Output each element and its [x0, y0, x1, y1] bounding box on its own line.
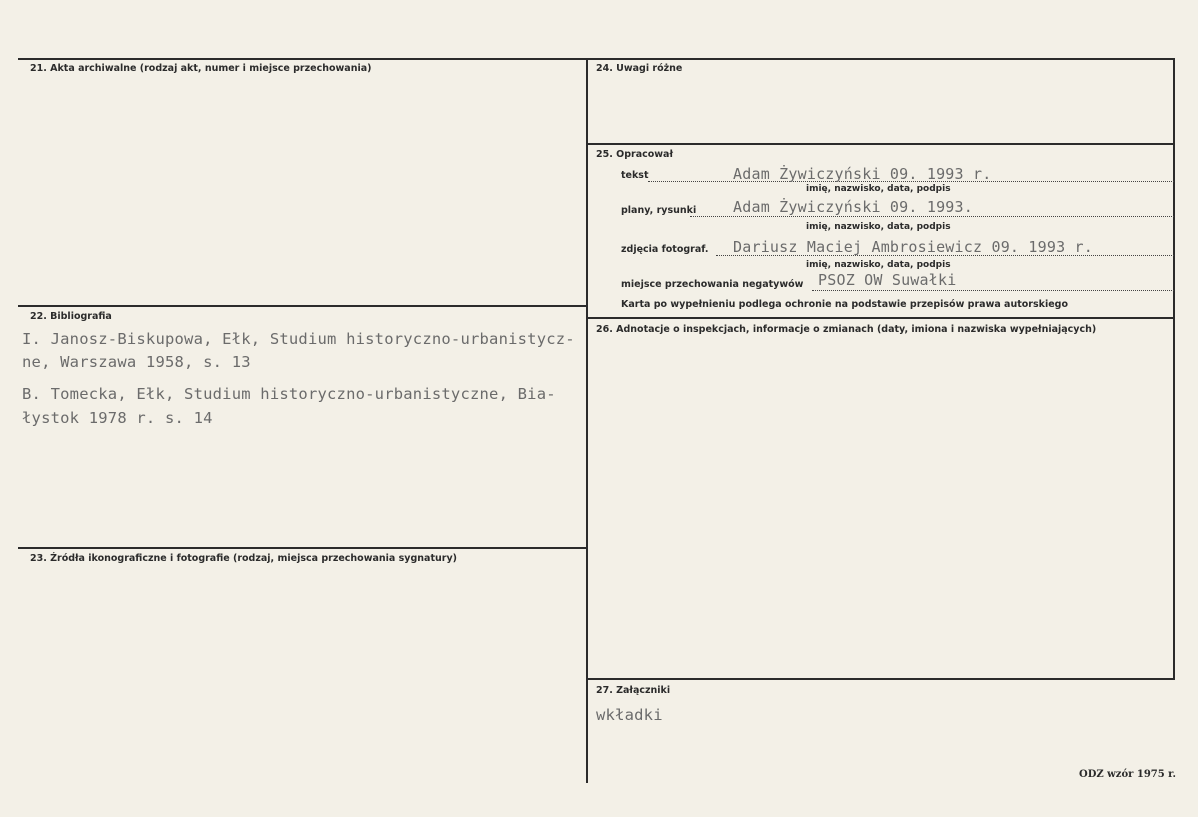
field-25-title: 25. Opracował [596, 149, 673, 160]
right-divider-27 [588, 678, 1174, 680]
field-26-title: 26. Adnotacje o inspekcjach, informacje o zmianach (daty, imiona i nazwiska wypełniających) [596, 324, 1097, 335]
form-version-footer: ODZ wzór 1975 r. [1079, 769, 1177, 780]
field-22-title: 22. Bibliografia [30, 311, 112, 322]
bibliography-line-4: łystok 1978 r. s. 14 [22, 409, 213, 427]
attachments-value: wkładki [596, 706, 663, 724]
top-border [18, 58, 1174, 60]
plany-value: Adam Żywiczyński 09. 1993. [733, 198, 973, 216]
center-divider [586, 58, 588, 783]
copyright-notice: Karta po wypełnieniu podlega ochronie na podstawie przepisów prawa autorskiego [621, 299, 1068, 310]
field-27-title: 27. Załączniki [596, 685, 671, 696]
right-border [1173, 58, 1175, 680]
left-divider-23 [18, 547, 586, 549]
miejsce-value: PSOZ OW Suwałki [818, 271, 957, 289]
plany-hint: imię, nazwisko, data, podpis [806, 222, 951, 232]
tekst-hint: imię, nazwisko, data, podpis [806, 184, 951, 194]
plany-label: plany, rysunki [621, 205, 697, 216]
left-divider-22 [18, 305, 586, 307]
plany-dotted-line [690, 216, 1174, 217]
bibliography-line-1: I. Janosz-Biskupowa, Ełk, Studium historyczno-urbanistycz- [22, 330, 575, 348]
zdjecia-value: Dariusz Maciej Ambrosiewicz 09. 1993 r. [733, 238, 1093, 256]
field-21-title: 21. Akta archiwalne (rodzaj akt, numer i miejsce przechowania) [30, 63, 372, 74]
field-23-title: 23. Źródła ikonograficzne i fotografie (rodzaj, miejsca przechowania sygnatury) [30, 553, 457, 564]
bibliography-line-2: ne, Warszawa 1958, s. 13 [22, 353, 251, 371]
right-divider-26 [588, 317, 1174, 319]
tekst-label: tekst [621, 170, 649, 181]
right-divider-25 [588, 143, 1174, 145]
zdjecia-label: zdjęcia fotograf. [621, 244, 709, 255]
tekst-value: Adam Żywiczyński 09. 1993 r. [733, 165, 992, 183]
field-24-title: 24. Uwagi różne [596, 63, 683, 74]
miejsce-dotted-line [812, 290, 1174, 291]
bibliography-line-3: B. Tomecka, Ełk, Studium historyczno-urbanistyczne, Bia- [22, 385, 556, 403]
zdjecia-hint: imię, nazwisko, data, podpis [806, 260, 951, 270]
miejsce-label: miejsce przechowania negatywów [621, 279, 804, 290]
